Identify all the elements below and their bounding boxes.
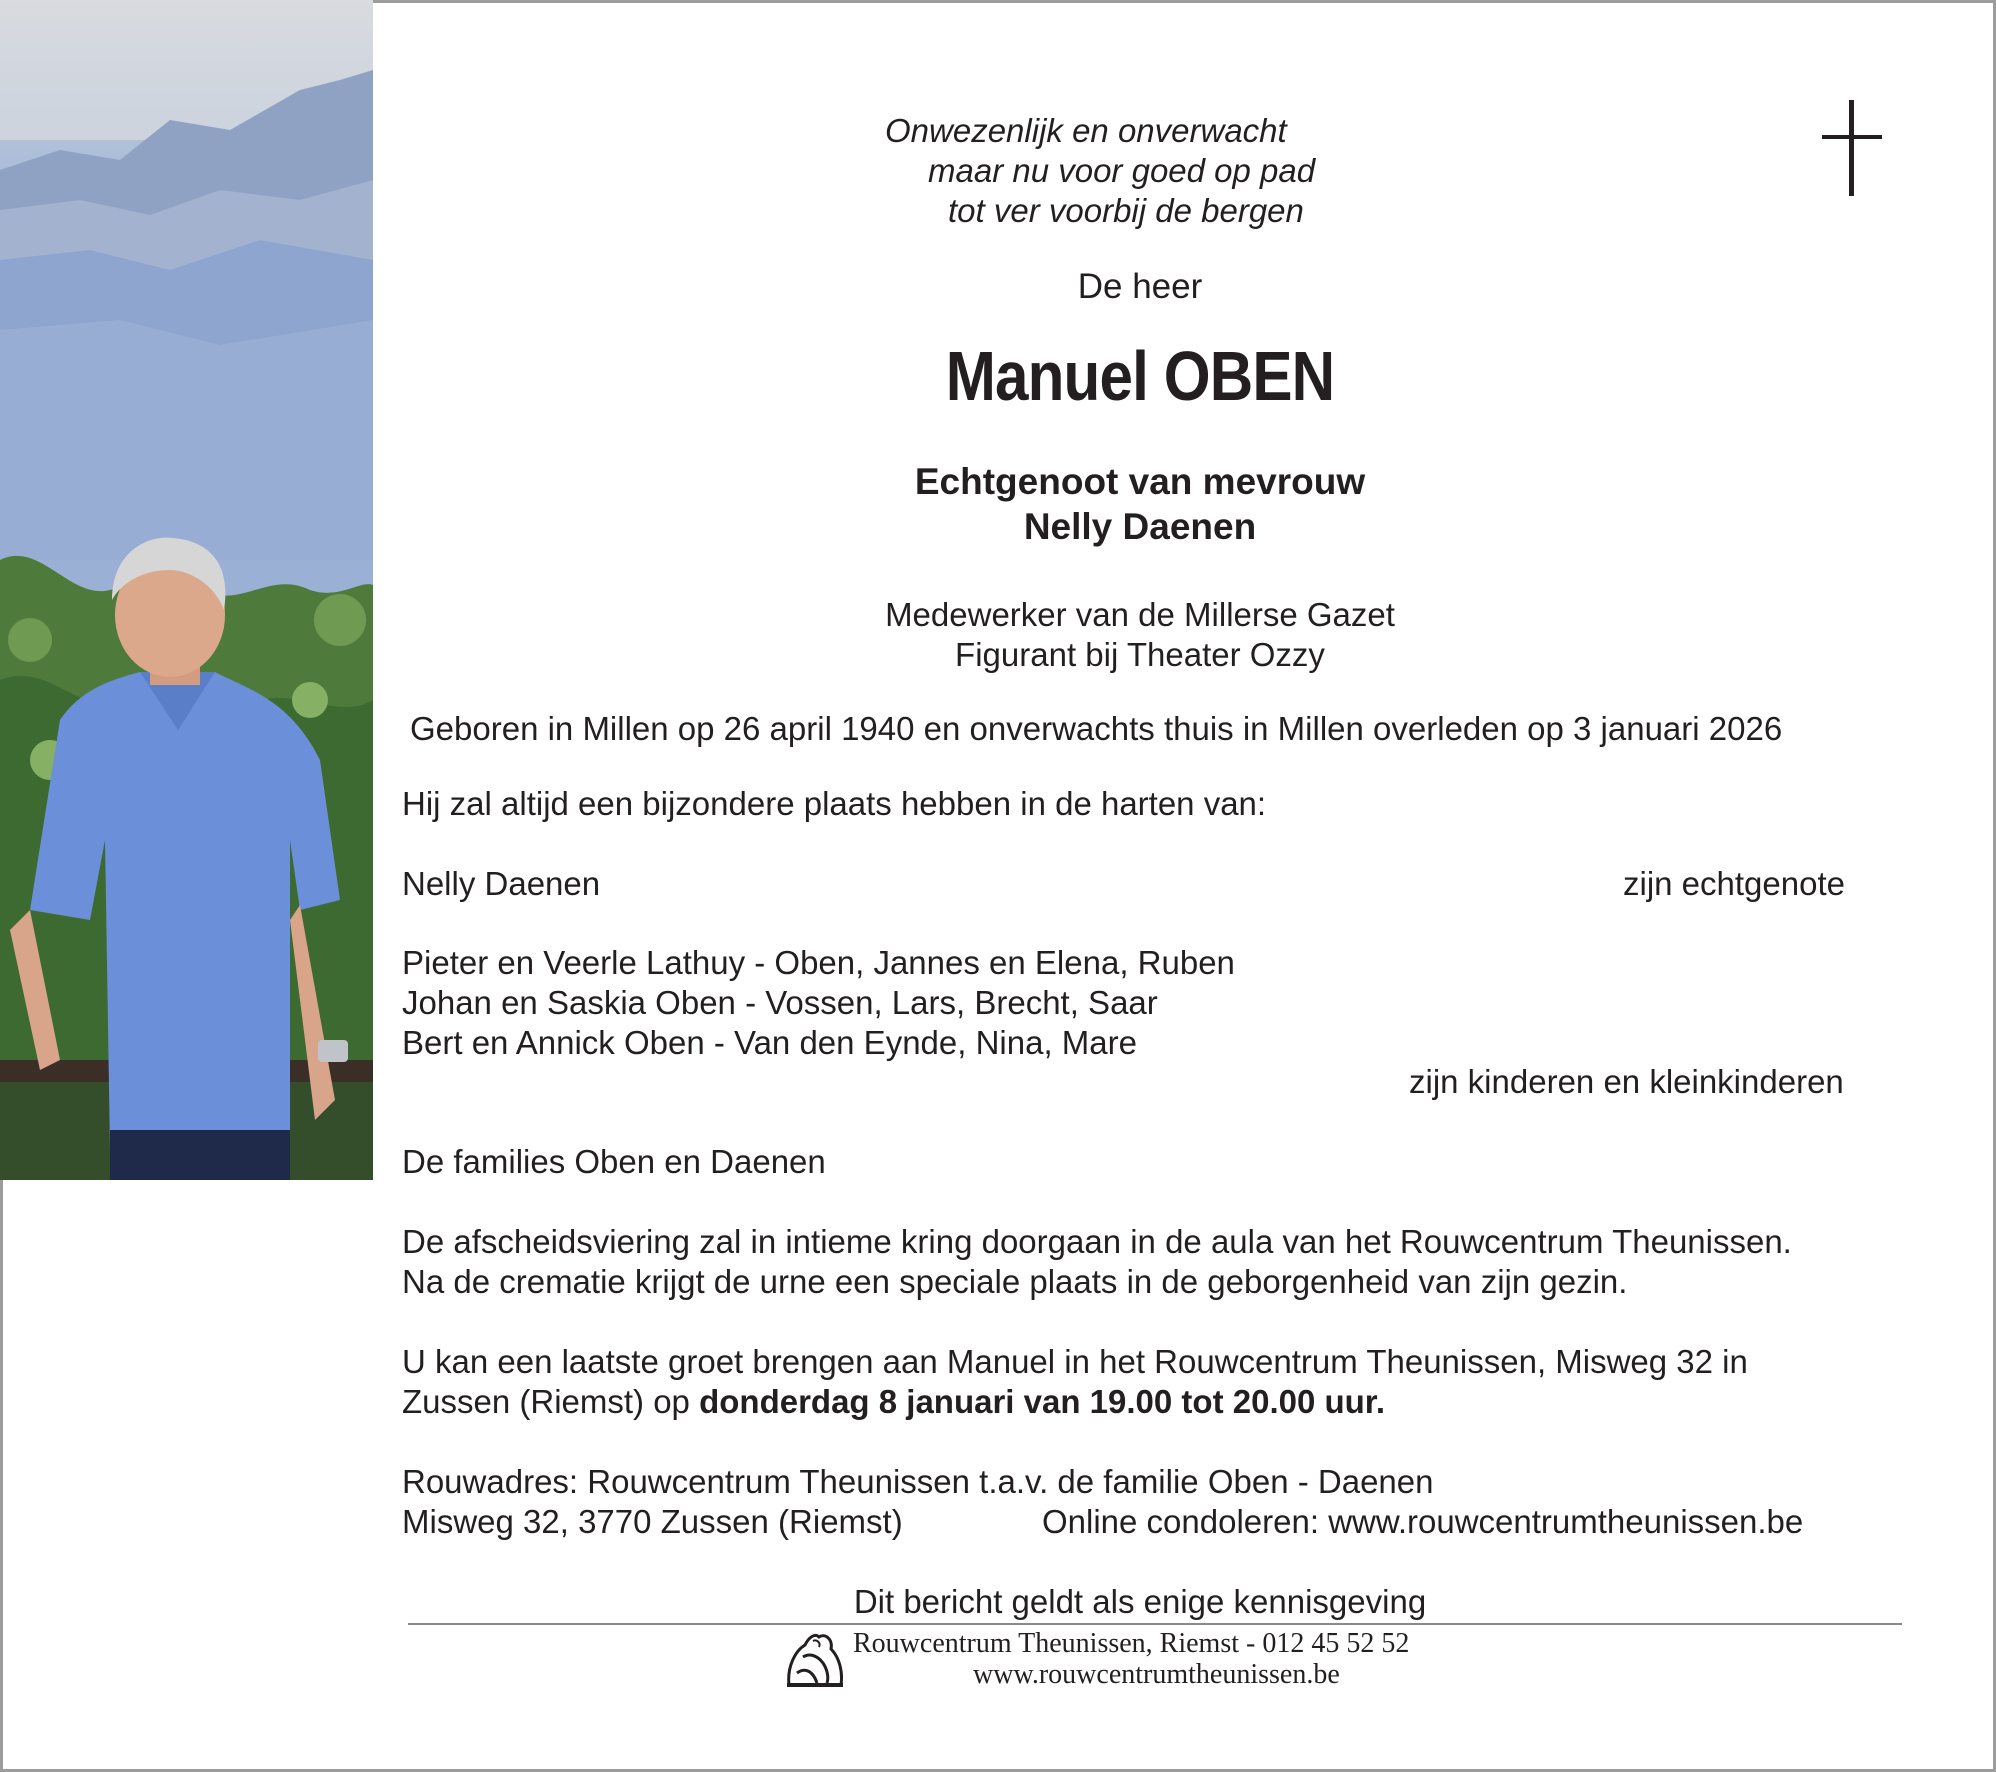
role-2: Figurant bij Theater Ozzy — [955, 636, 1325, 673]
salutation: De heer — [1077, 267, 1203, 306]
portrait-photo — [0, 0, 373, 1180]
visit-line-2 — [402, 1383, 1385, 1421]
poem-line-3: tot ver voorbij de bergen — [948, 192, 1304, 229]
address-line-1: Rouwadres: Rouwcentrum Theunissen t.a.v. de familie Oben - Daenen — [402, 1463, 1434, 1500]
spouse-line-1: Echtgenoot van mevrouw — [914, 461, 1366, 502]
poem-line-1: Onwezenlijk en onverwacht — [885, 112, 1287, 149]
funeral-home-logo-icon — [783, 1627, 847, 1689]
footer-line-1: Rouwcentrum Theunissen, Riemst - 012 45 52 52 — [853, 1628, 1410, 1659]
footer-website[interactable]: www.rouwcentrumtheunissen.be — [973, 1659, 1340, 1690]
mourner-spouse-name: Nelly Daenen — [402, 865, 601, 902]
mourner-spouse-relation: zijn echtgenote — [1623, 865, 1845, 902]
notice-text: Dit bericht geldt als enige kennisgeving — [853, 1583, 1427, 1620]
spouse-line-2: Nelly Daenen — [1023, 506, 1257, 547]
child-line-1: Pieter en Veerle Lathuy - Oben, Jannes en Elena, Ruben — [402, 944, 1235, 981]
online-condolences-link[interactable]: Online condoleren: www.rouwcentrumtheunissen.be — [1042, 1503, 1804, 1540]
farewell-line-1: De afscheidsviering zal in intieme kring doorgaan in de aula van het Rouwcentrum Theunissen. — [402, 1223, 1792, 1260]
intro-text: Hij zal altijd een bijzondere plaats hebben in de harten van: — [402, 785, 1267, 822]
poem-line-2: maar nu voor goed op pad — [928, 152, 1316, 189]
visit-date-time: donderdag 8 januari van 19.00 tot 20.00 uur. — [699, 1383, 1385, 1420]
role-1: Medewerker van de Millerse Gazet — [885, 596, 1395, 633]
child-line-3: Bert en Annick Oben - Van den Eynde, Nina, Mare — [402, 1024, 1137, 1061]
frame-left-border — [0, 1180, 3, 1772]
deceased-name: Manuel OBEN — [945, 337, 1335, 415]
children-relation: zijn kinderen en kleinkinderen — [1409, 1063, 1844, 1100]
address-street: Misweg 32, 3770 Zussen (Riemst) — [402, 1503, 903, 1540]
birth-death-text: Geboren in Millen op 26 april 1940 en onverwachts thuis in Millen overleden op 3 januari 2026 — [410, 710, 1783, 747]
child-line-2: Johan en Saskia Oben - Vossen, Lars, Brecht, Saar — [402, 984, 1158, 1021]
cross-icon — [1822, 100, 1882, 196]
families-line: De families Oben en Daenen — [402, 1143, 826, 1180]
visit-line-2-prefix: Zussen (Riemst) op — [402, 1383, 700, 1420]
farewell-line-2: Na de crematie krijgt de urne een speciale plaats in de geborgenheid van zijn gezin. — [402, 1263, 1628, 1300]
visit-line-1: U kan een laatste groet brengen aan Manuel in het Rouwcentrum Theunissen, Misweg 32 in — [402, 1343, 1748, 1380]
footer-divider — [408, 1623, 1902, 1625]
frame-top-border — [372, 0, 1996, 3]
